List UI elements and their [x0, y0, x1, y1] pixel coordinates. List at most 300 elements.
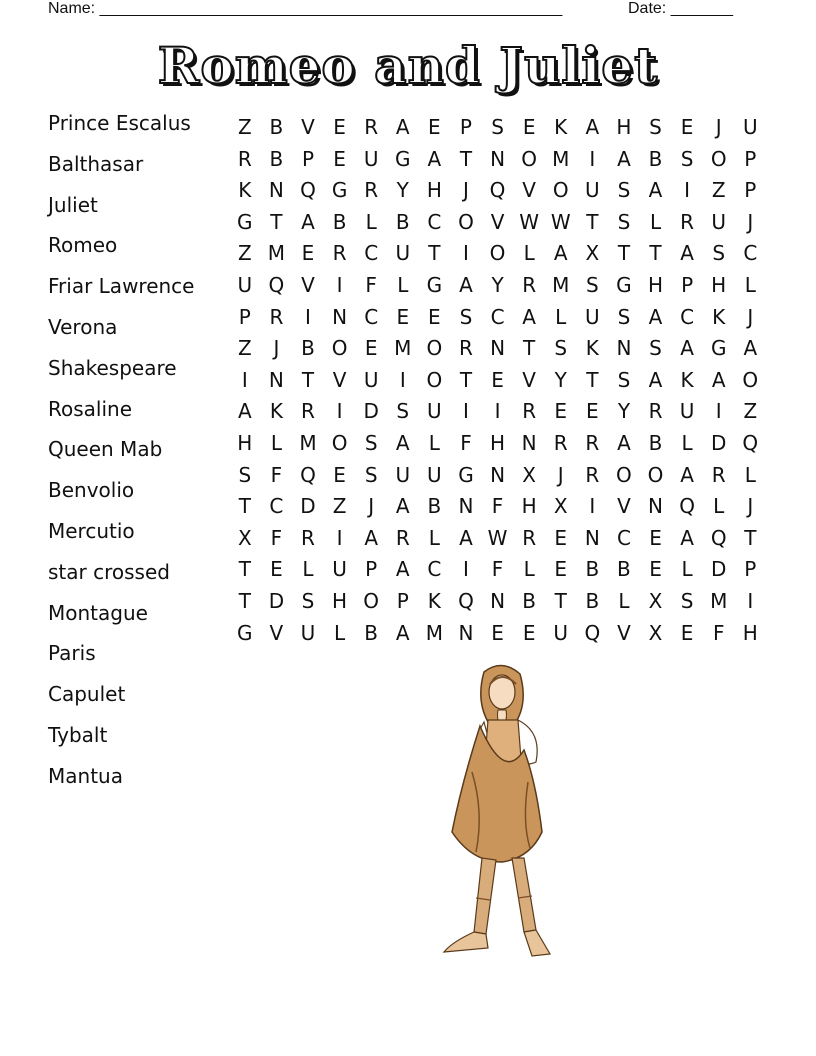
grid-letter: E [333, 146, 346, 171]
grid-row [229, 618, 766, 650]
grid-letter: I [589, 146, 596, 171]
grid-letter: R [459, 336, 473, 361]
grid-letter: M [394, 336, 412, 361]
name-field-label: Name: ____________________________________________________ [48, 0, 563, 17]
grid-letter: R [364, 115, 379, 139]
grid-letter: O [426, 336, 443, 361]
grid-letter: R [269, 304, 284, 329]
grid-row [229, 270, 766, 302]
grid-letter: Q [710, 525, 727, 550]
grid-letter: H [742, 620, 758, 645]
grid-letter: B [648, 146, 663, 171]
grid-letter: I [399, 367, 406, 392]
grid-letter: V [301, 272, 315, 297]
grid-letter: S [712, 241, 726, 266]
grid-letter: V [269, 620, 284, 645]
word-list-item: Prince Escalus [48, 111, 191, 135]
grid-letter: B [648, 430, 663, 455]
grid-letter: T [554, 588, 567, 613]
grid-letter: A [648, 178, 663, 203]
grid-letter: Q [268, 272, 285, 297]
grid-letter: J [747, 304, 754, 329]
word-search-grid [229, 112, 766, 649]
grid-letter: C [427, 209, 442, 234]
grid-letter: S [617, 209, 631, 234]
grid-letter: P [744, 178, 757, 203]
grid-letter: S [617, 304, 631, 329]
grid-letter: M [552, 146, 570, 171]
grid-letter: B [364, 620, 379, 645]
grid-row [229, 333, 766, 365]
grid-letter: U [553, 620, 569, 645]
grid-letter: H [490, 430, 506, 455]
grid-letter: F [491, 494, 504, 519]
grid-letter: A [522, 304, 536, 329]
grid-letter: S [459, 304, 473, 329]
grid-letter: L [365, 209, 377, 234]
word-list-item: Tybalt [48, 722, 108, 747]
grid-letter: U [332, 557, 347, 582]
grid-letter: I [336, 525, 343, 550]
grid-letter: E [270, 557, 283, 582]
grid-letter: P [459, 115, 472, 139]
grid-letter: C [490, 304, 505, 329]
grid-letter: Z [237, 115, 252, 139]
grid-letter: S [649, 336, 662, 361]
grid-letter: D [711, 430, 727, 455]
grid-letter: U [363, 146, 379, 171]
grid-letter: B [269, 115, 284, 139]
grid-letter: O [331, 430, 348, 455]
grid-letter: G [426, 272, 443, 297]
grid-letter: A [617, 430, 631, 455]
grid-letter: U [363, 367, 379, 392]
grid-letter: O [710, 146, 727, 171]
grid-letter: K [712, 304, 726, 329]
grid-letter: U [585, 178, 600, 203]
grid-row [229, 238, 766, 270]
grid-letter: M [267, 241, 286, 266]
grid-letter: Z [332, 494, 347, 519]
grid-letter: G [616, 272, 632, 297]
grid-letter: P [744, 146, 757, 171]
grid-letter: Z [743, 399, 758, 424]
word-list-item: Shakespeare [48, 355, 177, 380]
grid-letter: U [585, 304, 600, 329]
grid-letter: I [684, 178, 691, 203]
grid-letter: I [463, 557, 469, 582]
grid-letter: R [711, 462, 726, 487]
grid-letter: R [585, 430, 600, 455]
grid-letter: H [332, 588, 348, 613]
grid-letter: F [460, 430, 472, 455]
grid-row [229, 175, 766, 207]
grid-letter: K [554, 115, 568, 139]
grid-letter: L [428, 430, 440, 455]
grid-letter: O [458, 209, 474, 234]
grid-letter: N [332, 304, 348, 329]
grid-letter: O [521, 146, 538, 171]
grid-letter: J [463, 178, 469, 203]
grid-letter: Y [554, 367, 567, 392]
grid-letter: U [427, 462, 442, 487]
grid-letter: H [426, 178, 442, 203]
grid-letter: F [491, 557, 504, 582]
grid-letter: Z [711, 178, 726, 203]
grid-letter: V [522, 178, 536, 203]
grid-letter: T [238, 557, 251, 582]
word-list-item: Benvolio [48, 478, 135, 503]
grid-letter: B [269, 146, 284, 171]
grid-row [229, 523, 766, 555]
grid-letter: X [553, 494, 568, 519]
grid-letter: A [395, 115, 410, 139]
grid-letter: E [554, 399, 568, 424]
grid-row [229, 491, 766, 523]
grid-letter: L [428, 525, 440, 550]
grid-letter: G [458, 462, 474, 487]
grid-letter: J [715, 115, 722, 139]
grid-letter: T [586, 367, 599, 392]
grid-letter: R [237, 146, 252, 171]
grid-letter: T [238, 588, 251, 613]
grid-letter: V [617, 494, 631, 519]
word-list-item: Balthasar [48, 151, 144, 176]
grid-letter: N [521, 430, 537, 455]
grid-letter: A [427, 146, 442, 171]
grid-letter: K [585, 336, 599, 361]
date-field-label: Date: _______ [628, 0, 733, 17]
grid-letter: A [237, 399, 252, 424]
grid-letter: B [585, 588, 600, 613]
grid-letter: A [395, 557, 410, 582]
grid-letter: A [617, 146, 631, 171]
grid-letter: O [552, 178, 569, 203]
grid-letter: N [458, 494, 474, 519]
grid-letter: E [554, 525, 568, 550]
grid-letter: A [364, 525, 379, 550]
grid-letter: X [648, 588, 663, 613]
grid-letter: S [364, 462, 378, 487]
grid-letter: U [237, 272, 253, 297]
grid-letter: I [463, 399, 469, 424]
grid-letter: F [270, 525, 283, 550]
grid-letter: R [680, 209, 695, 234]
grid-letter: I [336, 399, 343, 424]
grid-letter: I [463, 241, 469, 266]
grid-letter: E [586, 399, 599, 424]
grid-letter: H [616, 115, 632, 139]
grid-letter: P [396, 588, 409, 613]
grid-letter: C [680, 304, 695, 329]
grid-letter: D [711, 557, 727, 582]
grid-letter: V [301, 115, 315, 139]
grid-letter: N [490, 462, 506, 487]
grid-letter: N [648, 494, 663, 519]
grid-row [229, 586, 766, 618]
grid-row [229, 428, 766, 460]
grid-letter: L [681, 430, 693, 455]
grid-row [229, 144, 766, 176]
grid-letter: J [557, 462, 564, 487]
grid-letter: R [585, 462, 600, 487]
grid-letter: I [494, 399, 501, 424]
grid-row [229, 460, 766, 492]
grid-letter: R [332, 241, 347, 266]
word-list-item: Juliet [48, 192, 98, 217]
grid-letter: A [680, 336, 694, 361]
grid-letter: F [270, 462, 283, 487]
grid-letter: R [522, 272, 537, 297]
grid-letter: T [586, 209, 599, 234]
grid-letter: N [490, 146, 506, 171]
grid-letter: A [459, 525, 473, 550]
grid-letter: B [522, 588, 536, 613]
grid-letter: T [428, 241, 441, 266]
grid-letter: F [365, 272, 377, 297]
grid-letter: Q [300, 462, 316, 487]
grid-letter: A [648, 367, 663, 392]
grid-letter: A [680, 241, 694, 266]
grid-letter: O [647, 462, 664, 487]
grid-letter: G [237, 209, 253, 234]
grid-letter: N [490, 588, 506, 613]
grid-letter: M [425, 620, 443, 645]
grid-letter: W [550, 209, 571, 234]
grid-letter: Z [237, 336, 252, 361]
grid-letter: Y [617, 399, 631, 424]
grid-letter: R [364, 178, 379, 203]
grid-letter: R [522, 399, 537, 424]
grid-letter: E [649, 557, 662, 582]
grid-letter: F [712, 620, 725, 645]
grid-letter: D [300, 494, 316, 519]
grid-letter: D [363, 399, 379, 424]
word-list-item: Rosaline [48, 396, 133, 421]
grid-letter: N [584, 525, 600, 550]
grid-letter: K [427, 588, 441, 613]
grid-letter: O [331, 336, 348, 361]
grid-letter: U [395, 462, 411, 487]
page-title: Romeo and Juliet [157, 36, 659, 95]
grid-letter: Y [396, 178, 409, 203]
word-list-item: Capulet [48, 682, 126, 707]
grid-row [229, 302, 766, 334]
grid-letter: K [238, 178, 252, 203]
grid-letter: B [332, 209, 347, 234]
grid-letter: E [649, 525, 662, 550]
grid-letter: I [241, 367, 248, 392]
grid-letter: P [301, 146, 315, 171]
grid-letter: L [649, 209, 662, 234]
grid-letter: E [680, 620, 694, 645]
grid-letter: M [299, 430, 317, 455]
grid-letter: M [710, 588, 728, 613]
grid-letter: Q [584, 620, 601, 645]
grid-letter: R [553, 430, 568, 455]
grid-letter: X [237, 525, 252, 550]
grid-letter: N [268, 367, 284, 392]
grid-letter: X [522, 462, 536, 487]
grid-letter: T [301, 367, 315, 392]
grid-letter: S [585, 272, 599, 297]
grid-letter: E [491, 620, 504, 645]
grid-letter: V [522, 367, 536, 392]
grid-letter: P [681, 272, 694, 297]
grid-letter: P [238, 304, 251, 329]
grid-letter: S [680, 588, 694, 613]
grid-letter: L [681, 557, 693, 582]
grid-letter: S [617, 367, 631, 392]
grid-letter: R [395, 525, 410, 550]
grid-letter: K [269, 399, 283, 424]
grid-letter: R [301, 525, 315, 550]
grid-letter: X [585, 241, 600, 266]
grid-letter: R [301, 399, 315, 424]
grid-letter: S [680, 146, 694, 171]
grid-letter: A [395, 494, 410, 519]
grid-letter: L [713, 494, 725, 519]
grid-letter: O [426, 367, 443, 392]
grid-letter: E [333, 462, 346, 487]
grid-letter: J [747, 209, 754, 234]
grid-letter: P [744, 557, 757, 582]
grid-letter: J [747, 494, 754, 519]
grid-letter: B [617, 557, 631, 582]
grid-letter: C [616, 525, 631, 550]
grid-letter: C [269, 494, 284, 519]
grid-letter: U [742, 115, 758, 139]
grid-letter: L [523, 241, 535, 266]
grid-letter: I [305, 304, 311, 329]
grid-letter: B [585, 557, 600, 582]
grid-letter: L [555, 304, 567, 329]
grid-letter: J [368, 494, 375, 519]
grid-letter: D [268, 588, 285, 613]
grid-letter: T [459, 367, 473, 392]
grid-letter: H [521, 494, 537, 519]
grid-letter: S [364, 430, 378, 455]
grid-letter: E [491, 367, 504, 392]
word-list [48, 110, 218, 804]
grid-letter: Q [679, 494, 695, 519]
grid-letter: A [395, 620, 410, 645]
grid-letter: A [585, 115, 600, 139]
grid-letter: S [554, 336, 568, 361]
grid-letter: B [427, 494, 442, 519]
grid-row [229, 365, 766, 397]
grid-letter: O [489, 241, 506, 266]
grid-letter: L [744, 462, 756, 487]
word-list-item: Verona [48, 314, 118, 339]
grid-letter: T [270, 209, 283, 234]
grid-letter: O [616, 462, 632, 487]
grid-letter: A [711, 367, 726, 392]
grid-letter: U [300, 620, 316, 645]
grid-letter: T [238, 494, 251, 519]
grid-letter: U [711, 209, 727, 234]
grid-letter: R [648, 399, 663, 424]
grid-letter: A [648, 304, 663, 329]
grid-letter: Q [458, 588, 474, 613]
grid-letter: E [554, 557, 568, 582]
grid-letter: A [301, 209, 315, 234]
grid-letter: A [459, 272, 473, 297]
grid-letter: B [301, 336, 315, 361]
grid-letter: Z [237, 241, 252, 266]
grid-letter: L [523, 557, 535, 582]
grid-letter: U [395, 241, 411, 266]
grid-letter: I [747, 588, 754, 613]
grid-letter: Y [491, 272, 504, 297]
grid-letter: U [679, 399, 695, 424]
word-list-item: Queen Mab [48, 437, 163, 462]
grid-letter: T [744, 525, 757, 550]
grid-letter: R [522, 525, 537, 550]
grid-letter: W [487, 525, 508, 550]
grid-letter: S [396, 399, 410, 424]
word-list-item: Friar Lawrence [48, 274, 195, 299]
grid-letter: O [742, 367, 759, 392]
grid-letter: A [553, 241, 568, 266]
grid-letter: U [427, 399, 442, 424]
grid-letter: T [649, 241, 662, 266]
grid-letter: V [332, 367, 347, 392]
grid-letter: Q [489, 178, 506, 203]
grid-letter: S [617, 178, 631, 203]
grid-letter: T [459, 146, 473, 171]
grid-row [229, 396, 766, 428]
word-list-item: star crossed [48, 559, 170, 584]
grid-letter: V [490, 209, 505, 234]
grid-letter: N [268, 178, 284, 203]
grid-letter: N [458, 620, 474, 645]
grid-letter: S [238, 462, 252, 487]
grid-letter: V [617, 620, 631, 645]
grid-letter: E [428, 304, 441, 329]
grid-letter: S [301, 588, 315, 613]
grid-letter: A [680, 525, 694, 550]
grid-letter: L [334, 620, 346, 645]
grid-letter: S [491, 115, 504, 139]
grid-letter: L [270, 430, 282, 455]
word-list-item: Mercutio [48, 518, 135, 543]
grid-letter: J [273, 336, 280, 361]
grid-letter: H [711, 272, 727, 297]
grid-letter: C [427, 557, 442, 582]
romeo-figure-icon [432, 662, 572, 962]
grid-letter: M [552, 272, 570, 297]
grid-letter: I [336, 272, 343, 297]
grid-letter: E [333, 115, 346, 139]
grid-letter: H [647, 272, 664, 297]
grid-letter: G [395, 146, 411, 171]
grid-letter: N [616, 336, 632, 361]
grid-row [229, 112, 766, 144]
grid-letter: C [364, 304, 379, 329]
grid-letter: A [395, 430, 410, 455]
grid-letter: E [364, 336, 378, 361]
grid-row [229, 207, 766, 239]
grid-letter: T [617, 241, 631, 266]
word-list-item: Mantua [48, 763, 123, 788]
grid-row [229, 554, 766, 586]
word-list-item: Montague [48, 600, 148, 625]
grid-letter: P [365, 557, 378, 582]
grid-letter: I [589, 494, 596, 519]
grid-letter: S [649, 115, 662, 139]
grid-letter: W [519, 209, 540, 234]
